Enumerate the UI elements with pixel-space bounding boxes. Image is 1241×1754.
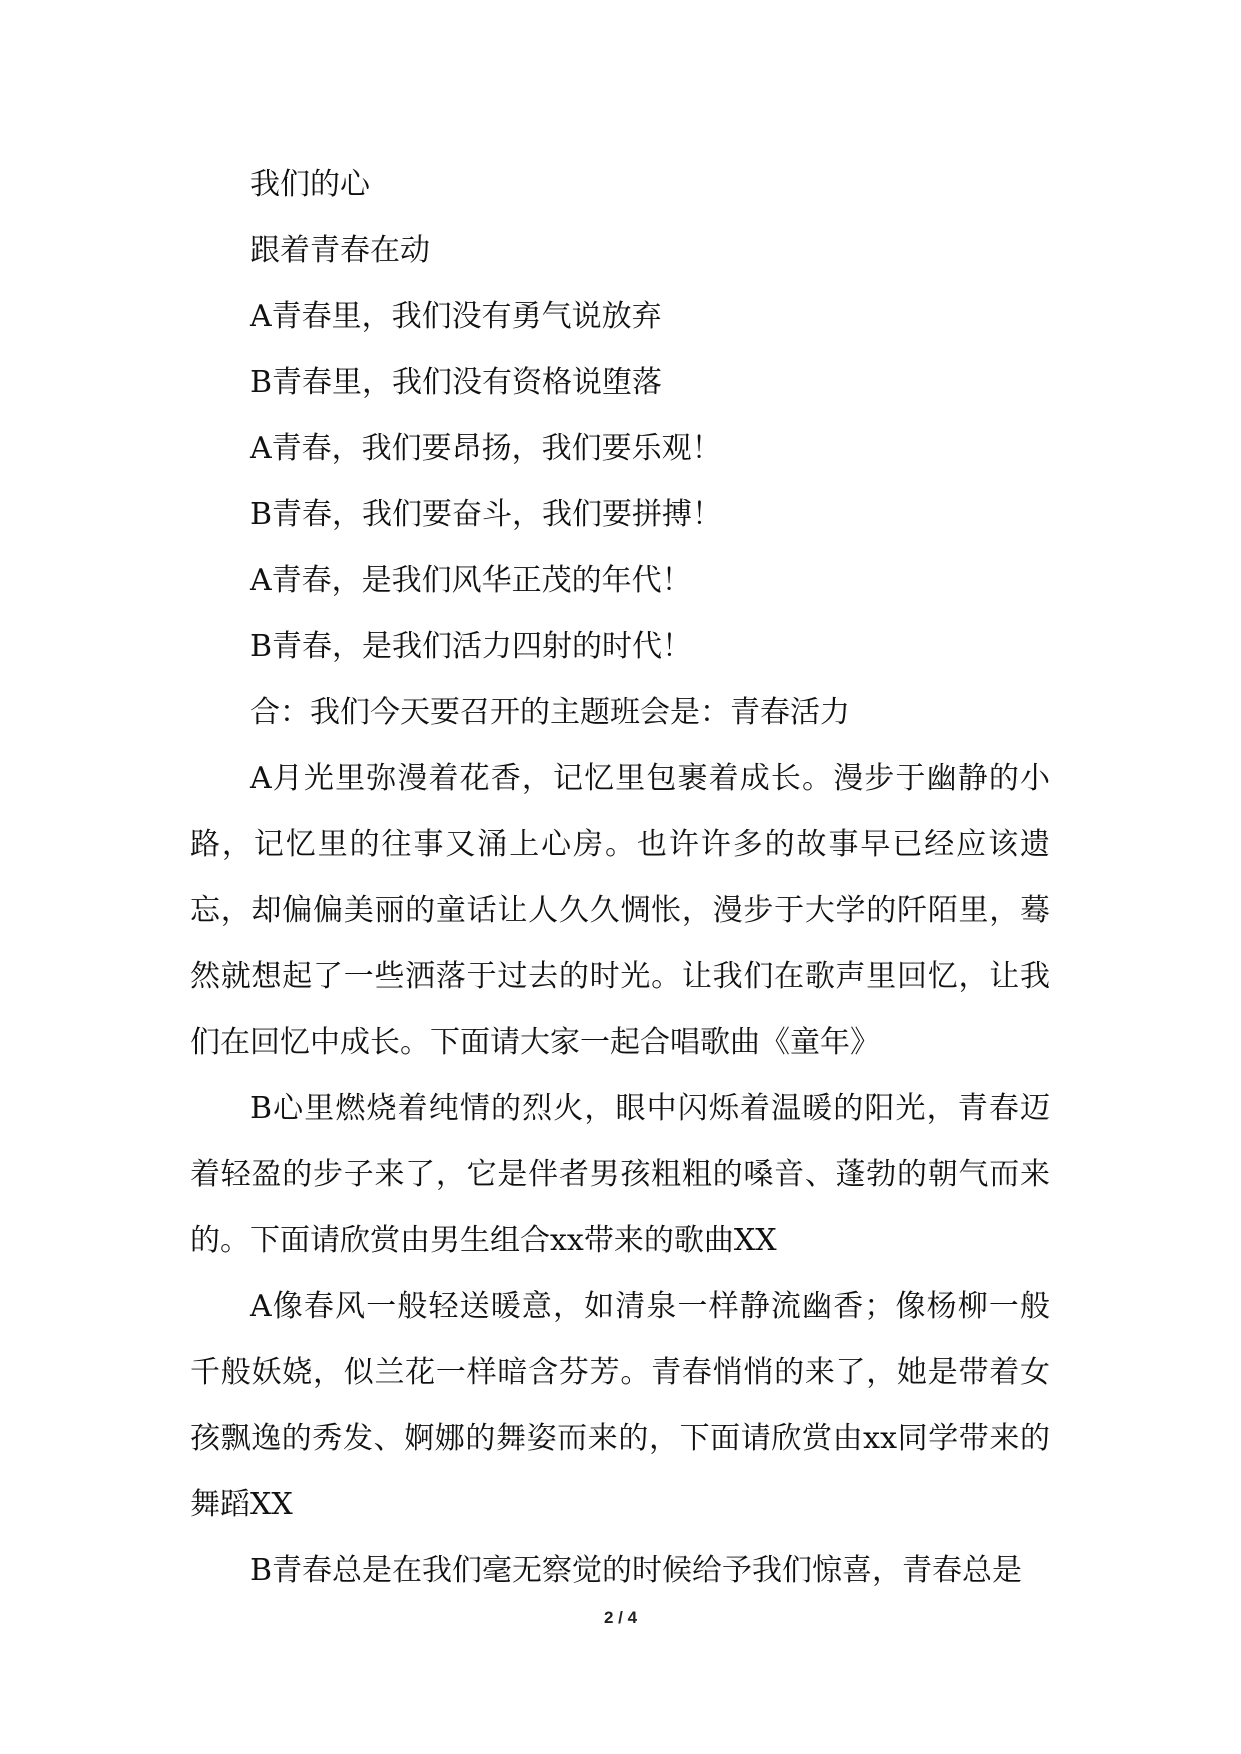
text-line: 我们的心 bbox=[250, 167, 370, 202]
text-line: 跟着青春在动 bbox=[250, 233, 430, 268]
paragraph: A月光里弥漫着花香，记忆里包裹着成长。漫步于幽静的小路，记忆里的往事又涌上心房。也许许多的故事早已经应该遗忘，却偏偏美丽的童话让人久久惆怅，漫步于大学的阡陌里，蓦然就想起了一些洒落于过去的时光。让我们在歌声里回忆，让我们在回忆中成长。下面请大家一起合唱歌曲《童年》 bbox=[190, 761, 1050, 1060]
text-line: A青春里，我们没有勇气说放弃 bbox=[250, 299, 662, 334]
paragraph: B青春总是在我们毫无察觉的时候给予我们惊喜，青春总是 bbox=[250, 1553, 1023, 1588]
text-line: 合：我们今天要召开的主题班会是：青春活力 bbox=[250, 695, 850, 730]
page-number: 2 / 4 bbox=[603, 1608, 638, 1627]
text-line: A青春，我们要昂扬，我们要乐观！ bbox=[250, 431, 722, 466]
text-line: B青春，是我们活力四射的时代！ bbox=[250, 629, 693, 664]
document-body bbox=[190, 152, 1050, 1604]
text-line: B青春，我们要奋斗，我们要拼搏！ bbox=[250, 497, 723, 532]
text-line: A青春，是我们风华正茂的年代！ bbox=[250, 563, 692, 598]
paragraph: B心里燃烧着纯情的烈火，眼中闪烁着温暖的阳光，青春迈着轻盈的步子来了，它是伴者男孩粗粗的嗓音、蓬勃的朝气而来的。下面请欣赏由男生组合xx带来的歌曲XX bbox=[190, 1091, 1050, 1258]
paragraph: A像春风一般轻送暖意，如清泉一样静流幽香；像杨柳一般千般妖娆，似兰花一样暗含芬芳。青春悄悄的来了，她是带着女孩飘逸的秀发、婀娜的舞姿而来的，下面请欣赏由xx同学带来的舞蹈XX bbox=[190, 1289, 1050, 1522]
text-line: B青春里，我们没有资格说堕落 bbox=[250, 365, 663, 400]
